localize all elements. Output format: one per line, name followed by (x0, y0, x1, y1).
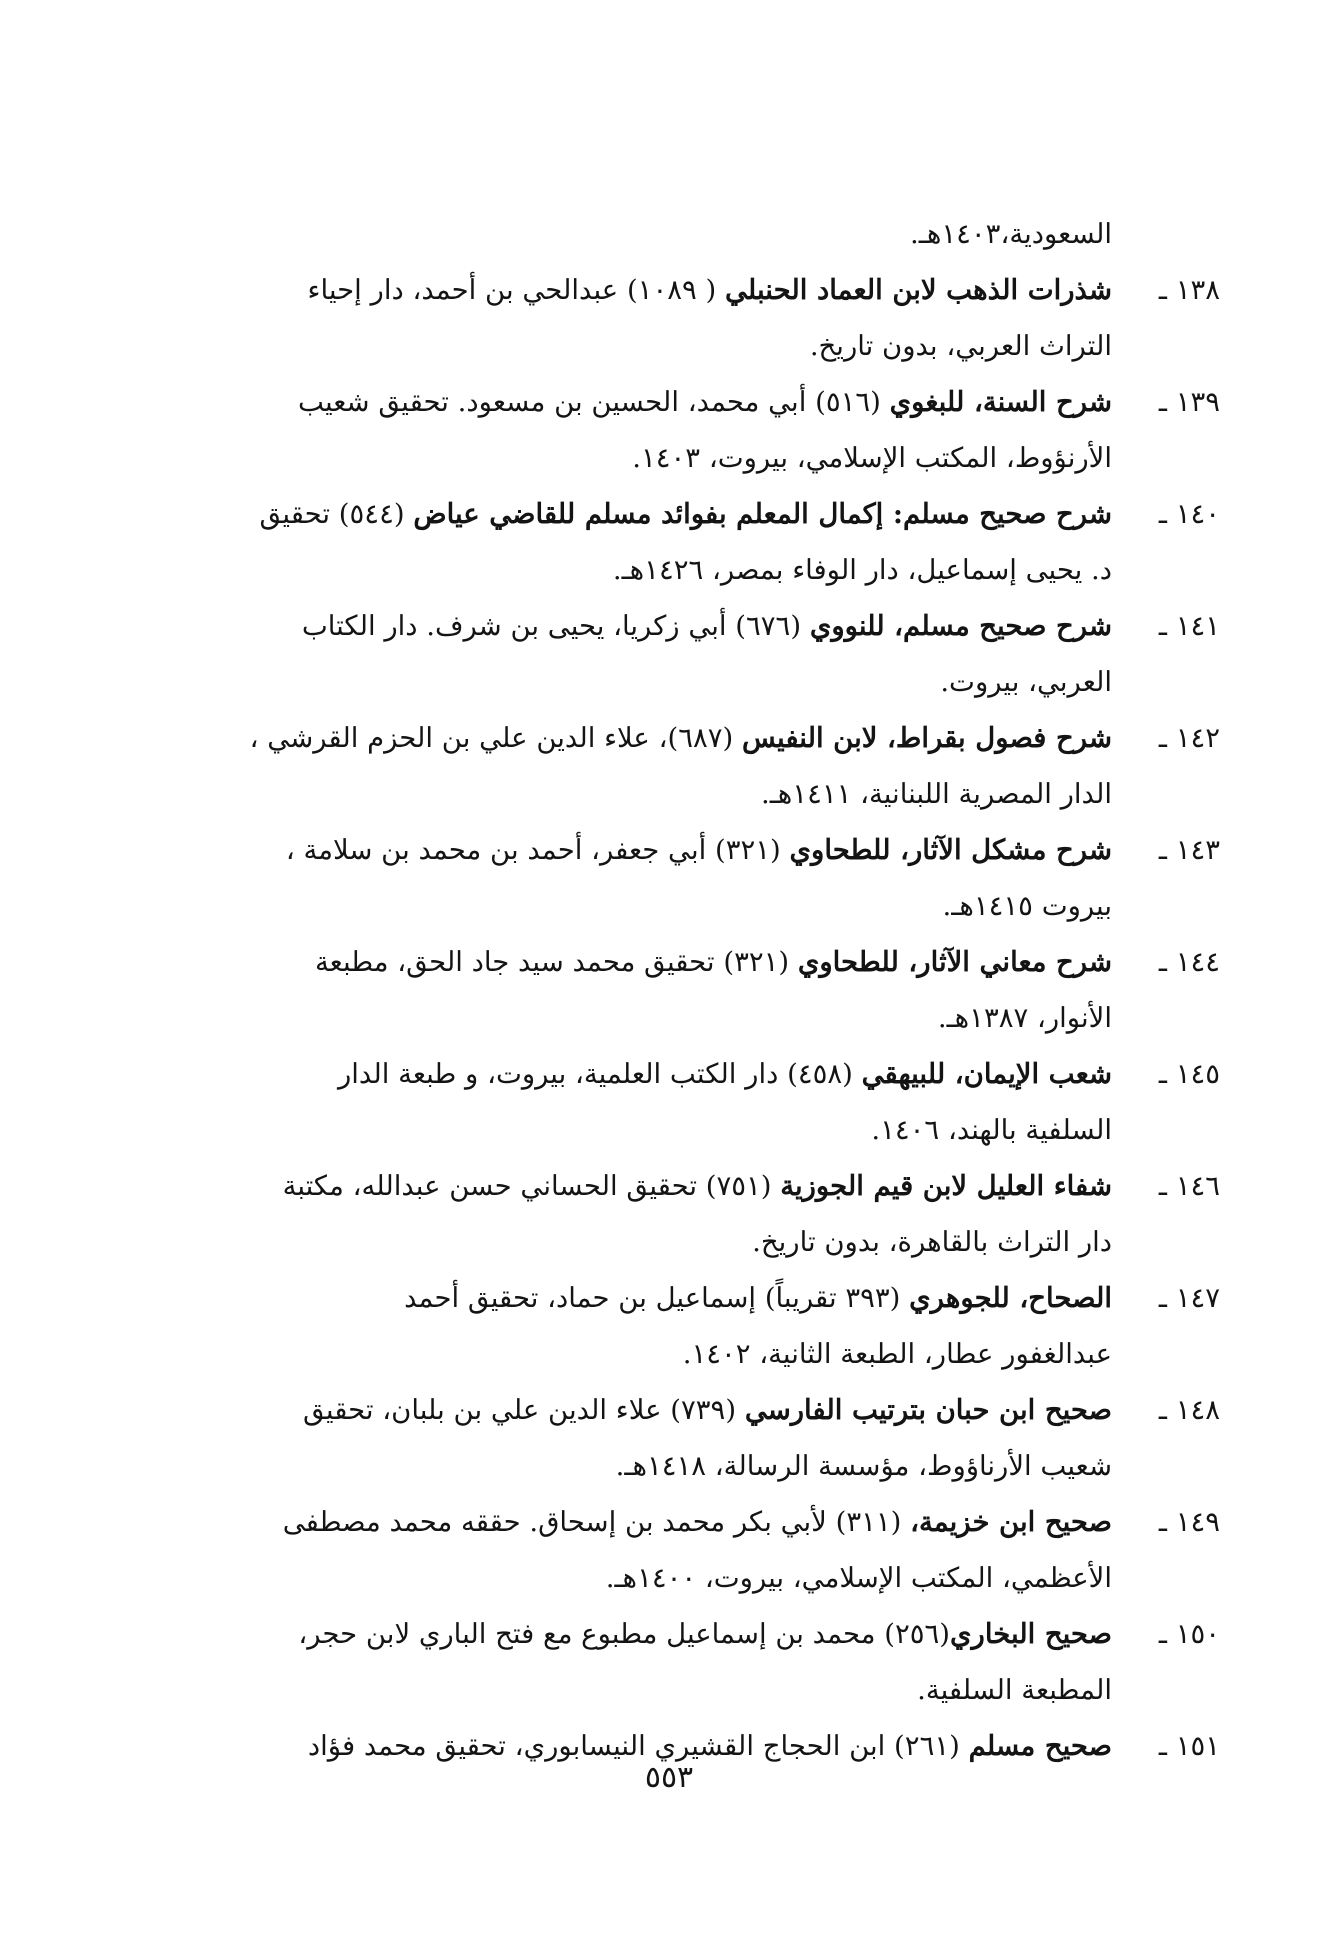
bibliography-entry (190, 1270, 1220, 1382)
entry-second-line: الأنوار، ١٣٨٧هـ. (937, 1002, 1112, 1034)
entry-details: (٢٥٦) محمد بن إسماعيل مطبوع مع فتح الباري لابن حجر، (298, 1618, 951, 1650)
entry-second-line: السلفية بالهند، ١٤٠٦. (871, 1114, 1112, 1146)
entry-number: ١٤٨ ـ (1158, 1394, 1220, 1426)
entry-second-line: الدار المصرية اللبنانية، ١٤١١هـ. (760, 778, 1112, 810)
entry-title: شذرات الذهب لابن العماد الحنبلي (724, 274, 1112, 306)
entry-title: شعب الإيمان، للبيهقي (861, 1058, 1112, 1090)
entry-title: شرح مشكل الآثار، للطحاوي (789, 834, 1112, 866)
bibliography-entry (190, 822, 1220, 934)
entry-first-line (190, 1270, 1220, 1326)
entry-details: (٣٢١) أبي جعفر، أحمد بن محمد بن سلامة ، (285, 834, 790, 866)
bibliography-entry (190, 1606, 1220, 1718)
entry-details: (٦٧٦) أبي زكريا، يحيى بن شرف. دار الكتاب (301, 610, 810, 642)
entry-first-line (190, 1046, 1220, 1102)
entry-first-line (190, 1494, 1220, 1550)
bibliography-entry (190, 262, 1220, 374)
bibliography-entry (190, 1494, 1220, 1606)
entry-details: (٦٨٧)، علاء الدين علي بن الحزم القرشي ، (249, 722, 742, 754)
entry-number: ١٤٣ ـ (1158, 834, 1220, 866)
entry-first-line (190, 1158, 1220, 1214)
entry-second-line: د. يحيى إسماعيل، دار الوفاء بمصر، ١٤٢٦هـ. (612, 554, 1112, 586)
bibliography-entry (190, 598, 1220, 710)
bibliography-entry (190, 1046, 1220, 1158)
entry-number: ١٤٥ ـ (1158, 1058, 1220, 1090)
entry-details: ( ١٠٨٩) عبدالحي بن أحمد، دار إحياء (307, 274, 725, 306)
entry-number: ١٤٤ ـ (1158, 946, 1220, 978)
bibliography-entry (190, 1158, 1220, 1270)
bibliography-entry (190, 486, 1220, 598)
entry-second-line: عبدالغفور عطار، الطبعة الثانية، ١٤٠٢. (682, 1338, 1112, 1370)
entry-details: (٥١٦) أبي محمد، الحسين بن مسعود. تحقيق شعيب (297, 386, 890, 418)
entry-number: ١٥٠ ـ (1158, 1618, 1220, 1650)
entry-details: (٥٤٤) تحقيق (259, 498, 414, 530)
entry-second-line: بيروت ١٤١٥هـ. (942, 890, 1112, 922)
entry-number: ١٤٦ ـ (1158, 1170, 1220, 1202)
entry-number: ١٣٩ ـ (1158, 386, 1220, 418)
entry-title: شرح فصول بقراط، لابن النفيس (742, 722, 1112, 754)
entry-first-line (190, 486, 1220, 542)
entry-second-line: العربي، بيروت. (940, 666, 1112, 698)
entry-title: صحيح ابن حبان بترتيب الفارسي (744, 1394, 1112, 1426)
entry-second-line: الأعظمي، المكتب الإسلامي، بيروت، ١٤٠٠هـ. (605, 1562, 1112, 1594)
entry-details: (٣٢١) تحقيق محمد سيد جاد الحق، مطبعة (314, 946, 798, 978)
entry-title: صحيح ابن خزيمة، (910, 1506, 1112, 1538)
entry-title: صحيح مسلم (968, 1730, 1112, 1762)
entry-title: شفاء العليل لابن قيم الجوزية (780, 1170, 1112, 1202)
entry-details: (٤٥٨) دار الكتب العلمية، بيروت، و طبعة الدار (338, 1058, 862, 1090)
page-number: ٥٥٣ (644, 1760, 694, 1795)
entry-title: شرح السنة، للبغوي (889, 386, 1112, 418)
bibliography-entry (190, 1382, 1220, 1494)
entry-number: ١٤١ ـ (1158, 610, 1220, 642)
entry-second-line: دار التراث بالقاهرة، بدون تاريخ. (752, 1226, 1112, 1258)
entry-number: ١٥١ ـ (1158, 1730, 1220, 1762)
entry-title: شرح صحيح مسلم، للنووي (809, 610, 1112, 642)
entry-number: ١٤٢ ـ (1158, 722, 1220, 754)
entry-title: صحيح البخاري (950, 1618, 1112, 1650)
entry-number: ١٤٠ ـ (1158, 498, 1220, 530)
entries-container (190, 262, 1220, 1774)
entry-first-line (190, 710, 1220, 766)
entry-number: ١٤٩ ـ (1158, 1506, 1220, 1538)
entry-number: ١٤٧ ـ (1158, 1282, 1220, 1314)
entry-title: شرح صحيح مسلم: إكمال المعلم بفوائد مسلم للقاضي عياض (413, 498, 1112, 530)
entry-first-line (190, 262, 1220, 318)
entry-first-line (190, 374, 1220, 430)
bibliography-entry (190, 374, 1220, 486)
entry-title: شرح معاني الآثار، للطحاوي (797, 946, 1112, 978)
continued-line: السعودية،١٤٠٣هـ. (910, 218, 1112, 250)
entry-second-line: شعيب الأرناؤوط، مؤسسة الرسالة، ١٤١٨هـ. (615, 1450, 1112, 1482)
entry-first-line (190, 934, 1220, 990)
bibliography-entry (190, 710, 1220, 822)
entry-first-line (190, 822, 1220, 878)
entry-details: (٧٥١) تحقيق الحساني حسن عبدالله، مكتبة (282, 1170, 781, 1202)
entry-first-line (190, 598, 1220, 654)
bibliography-entry (190, 934, 1220, 1046)
entry-details: (٢٦١) ابن الحجاج القشيري النيسابوري، تحقيق محمد فؤاد (307, 1730, 969, 1762)
entry-number: ١٣٨ ـ (1158, 274, 1220, 306)
entry-details: (٣٩٣ تقريباً) إسماعيل بن حماد، تحقيق أحمد (404, 1282, 910, 1314)
entry-second-line: المطبعة السلفية. (917, 1674, 1112, 1706)
entry-first-line (190, 1382, 1220, 1438)
entry-second-line: الأرنؤوط، المكتب الإسلامي، بيروت، ١٤٠٣. (632, 442, 1112, 474)
bibliography-list (190, 206, 1220, 1774)
entry-second-line: التراث العربي، بدون تاريخ. (809, 330, 1112, 362)
entry-details: (٣١١) لأبي بكر محمد بن إسحاق. حققه محمد مصطفى (282, 1506, 911, 1538)
entry-details: (٧٣٩) علاء الدين علي بن بلبان، تحقيق (302, 1394, 745, 1426)
entry-first-line (190, 1606, 1220, 1662)
entry-title: الصحاح، للجوهري (909, 1282, 1112, 1314)
